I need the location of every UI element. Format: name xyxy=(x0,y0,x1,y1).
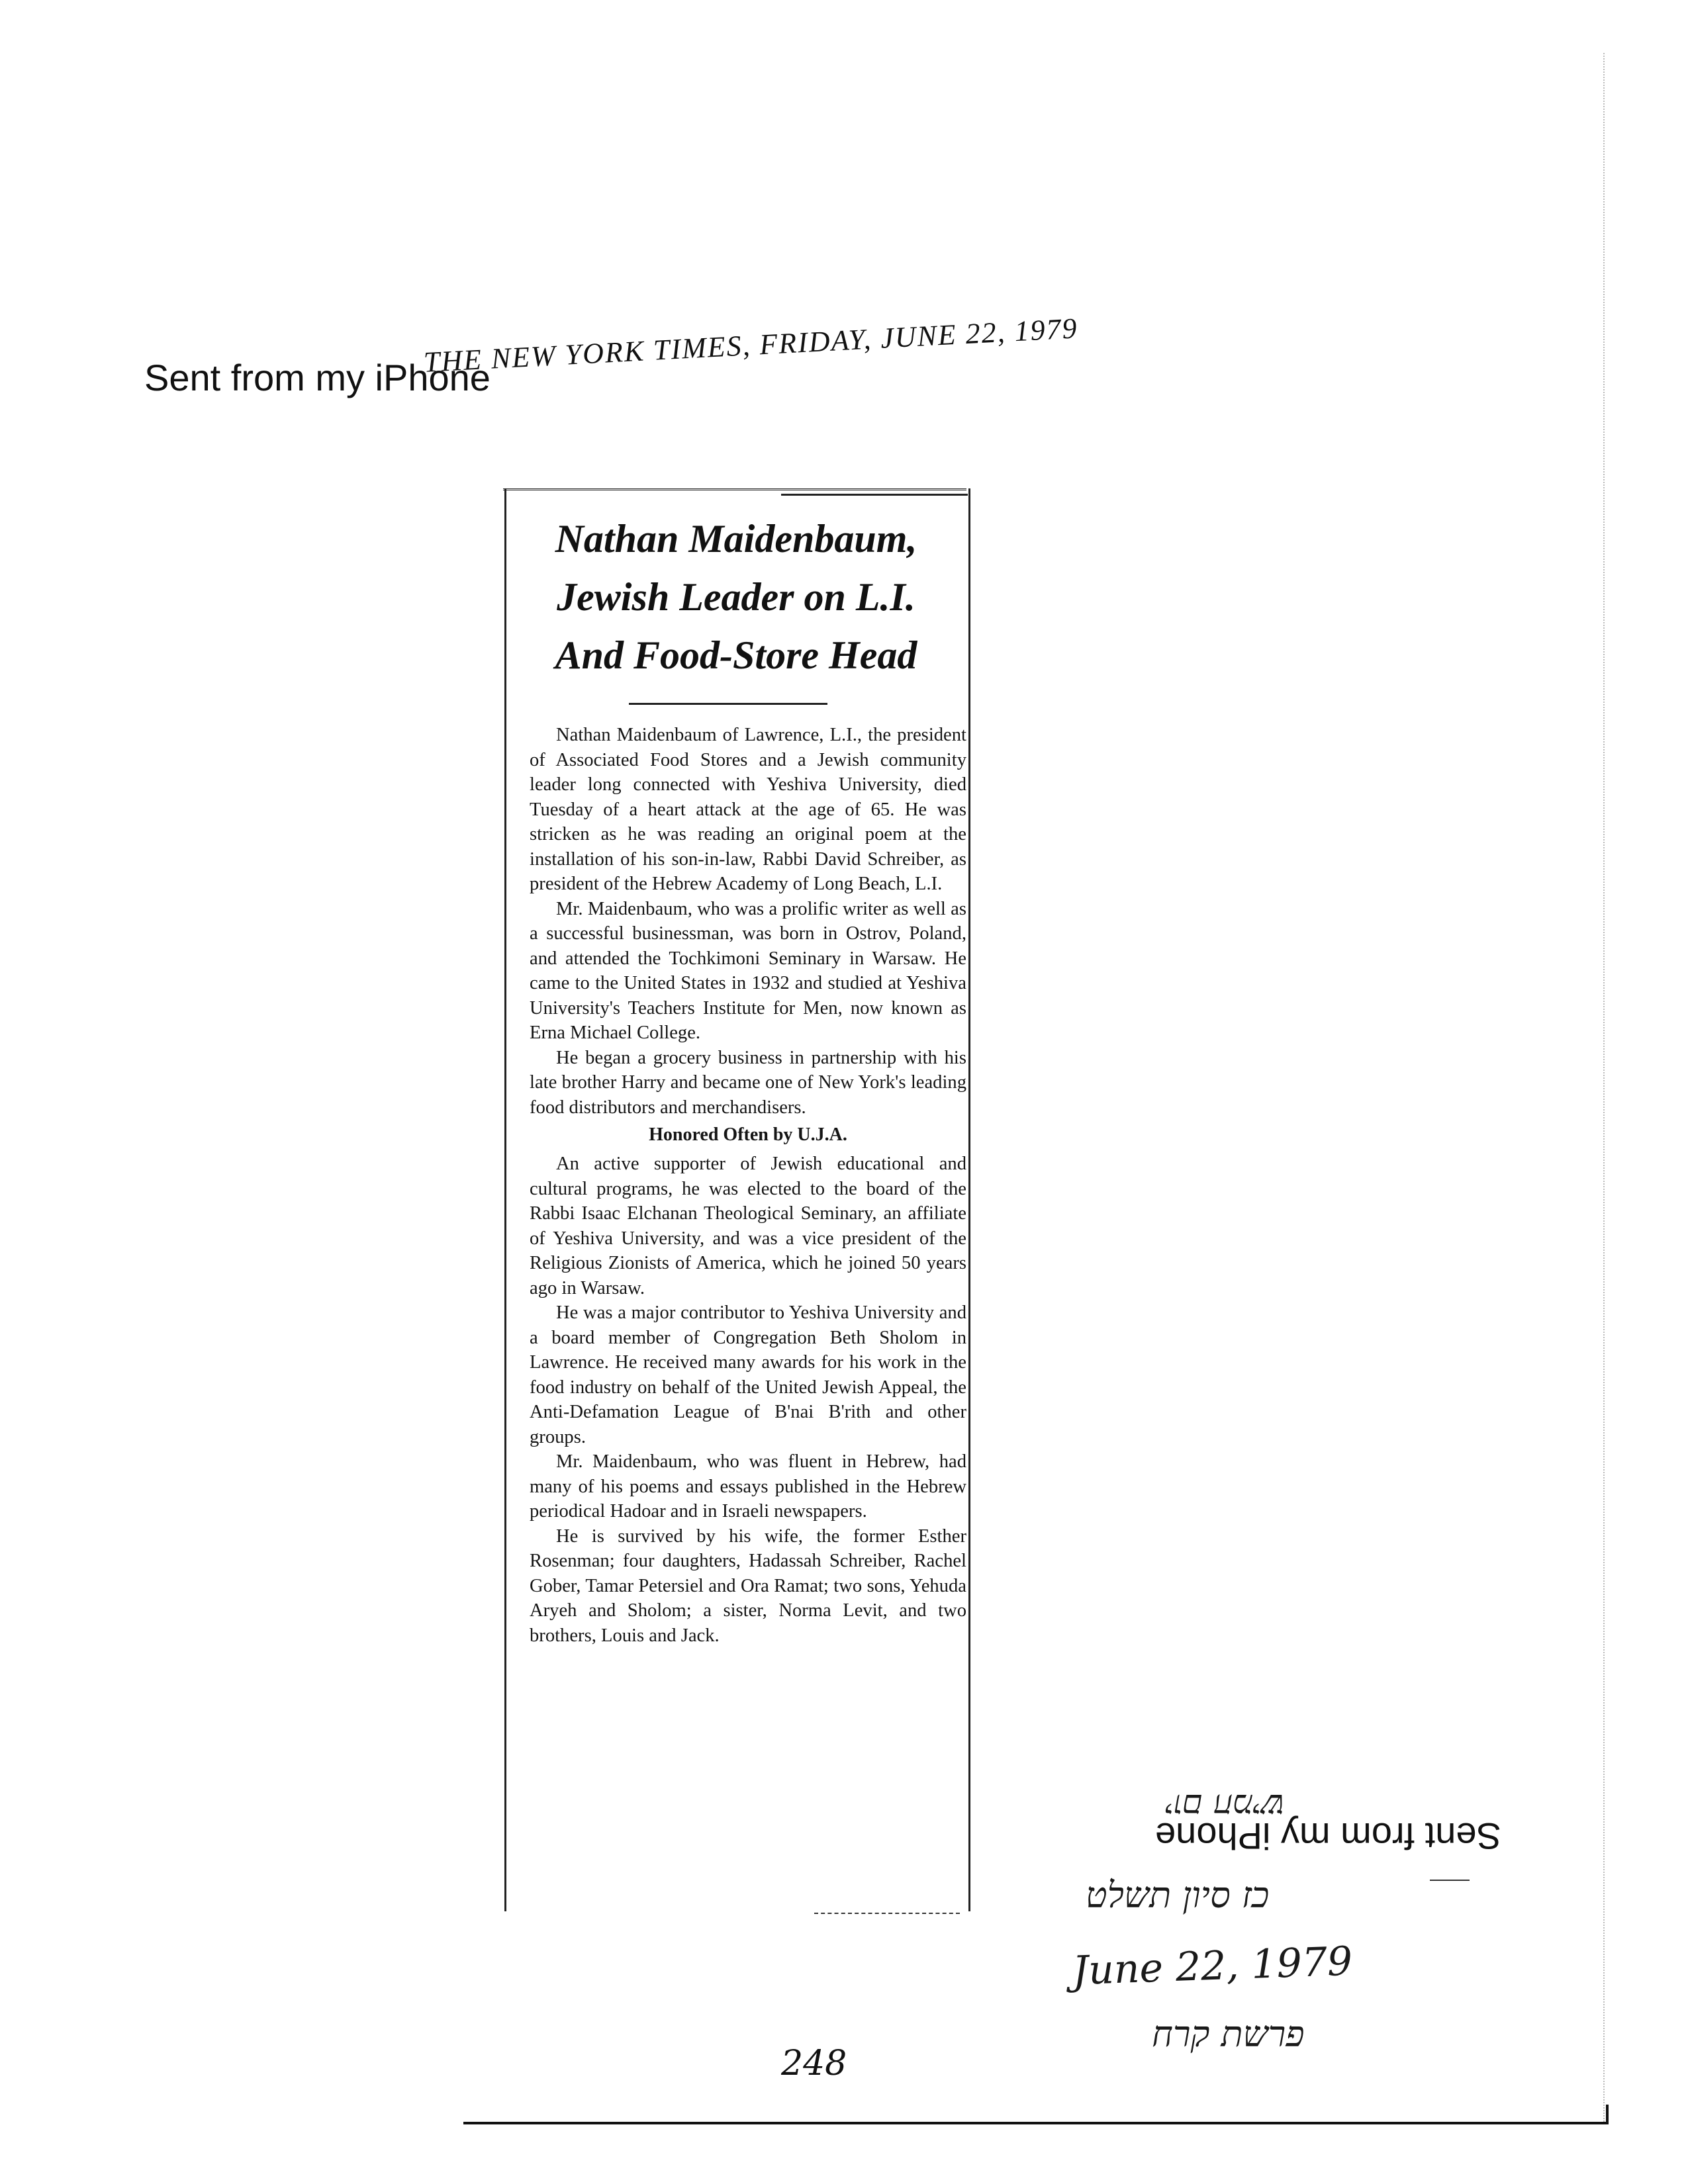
handwritten-english-date: June 22, 1979 xyxy=(1071,1938,1354,1995)
handwritten-dash xyxy=(1430,1880,1470,1881)
headline-line: Nathan Maidenbaum, xyxy=(555,517,917,561)
scan-corner-mark xyxy=(1589,2105,1609,2124)
newspaper-dateline: THE NEW YORK TIMES, FRIDAY, JUNE 22, 1979 xyxy=(422,312,1079,379)
handwritten-hebrew-date: כז סיון תשלט xyxy=(1086,1874,1270,1916)
headline-line: Jewish Leader on L.I. xyxy=(557,575,915,619)
headline-line: And Food-Store Head xyxy=(555,633,917,677)
article-paragraph: Mr. Maidenbaum, who was a prolific writer as well as a successful businessman, was born in Ostrov, Poland, and attended the Tochkimoni Seminary in Warsaw. He came to the United States in 1932 and studied at Yeshiva University's Teachers Institute for Men, now known as Erna Michael College. xyxy=(530,898,966,1043)
scan-edge xyxy=(1603,53,1605,2124)
article-paragraph: He began a grocery business in partnership with his late brother Harry and became one of New York's leading food distributors and merchandisers. xyxy=(530,1047,966,1118)
handwritten-hebrew-source: פרשת קרח xyxy=(1152,2013,1305,2055)
handwritten-hebrew-day: יום חמיש xyxy=(1165,1787,1285,1825)
article-body xyxy=(530,723,966,1648)
article-paragraph: Nathan Maidenbaum of Lawrence, L.I., the president of Associated Food Stores and a Jewish community leader long connected with Yeshiva University, died Tuesday of a heart attack at the age of 65. He was stricken as he was reading an original poem at the installation of his son-in-law, Rabbi David Schreiber, as president of the Hebrew Academy of Long Beach, L.I. xyxy=(530,725,966,894)
article-paragraph: He is survived by his wife, the former Esther Rosenman; four daughters, Hadassah Schreiber, Rachel Gober, Tamar Petersiel and Ora Ramat; two sons, Yehuda Aryeh and Sholom; a sister, Norma Levit, and two brothers, Louis and Jack. xyxy=(530,1525,966,1646)
article-paragraph: An active supporter of Jewish educational and cultural programs, he was elected to the board of the Rabbi Isaac Elchanan Theological Seminary, an affiliate of Yeshiva University, and was a vice president of the Religious Zionists of America, which he joined 50 years ago in Warsaw. xyxy=(530,1154,966,1298)
headline-rule xyxy=(629,703,827,705)
sent-from-iphone-stamp-rotated: Sent from my iPhone xyxy=(1155,1815,1501,1857)
sent-from-iphone-stamp: Sent from my iPhone xyxy=(144,357,491,398)
article-paragraph: Mr. Maidenbaum, who was fluent in Hebrew, had many of his poems and essays published in the Hebrew periodical Hadoar and in Israeli newspapers. xyxy=(530,1451,966,1522)
page-bottom-rule xyxy=(463,2122,1602,2124)
page-number: 248 xyxy=(781,2044,847,2083)
article-subhead: Honored Often by U.J.A. xyxy=(649,1124,847,1145)
article-paragraph: He was a major contributor to Yeshiva University and a board member of Congregation Beth Sholom in Lawrence. He received many awards for his work in the food industry on behalf of the United Jewish Appeal, the Anti-Defamation League of B'nai B'rith and other groups. xyxy=(530,1302,966,1447)
clipping-bottom-rule xyxy=(814,1913,960,1914)
article-headline xyxy=(504,510,968,684)
